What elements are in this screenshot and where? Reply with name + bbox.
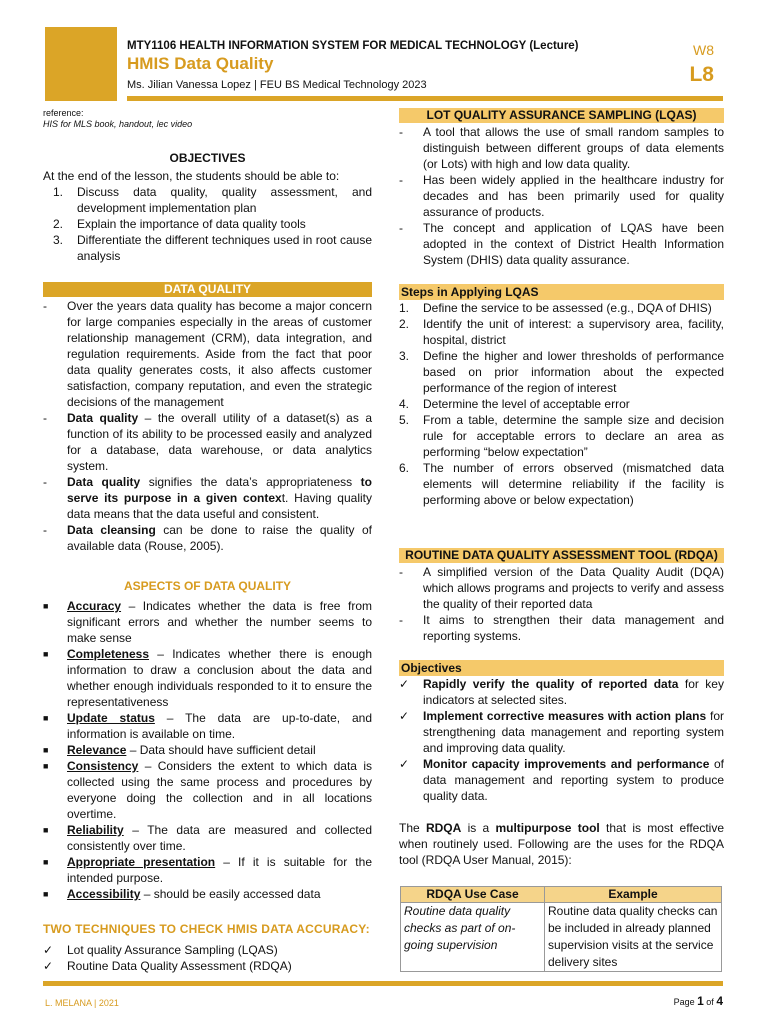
list-number: 1. — [53, 185, 64, 199]
list-item — [399, 316, 724, 348]
list-item — [43, 942, 372, 958]
list-text — [67, 522, 372, 554]
objectives-intro: At the end of the lesson, the students should be able to: — [43, 169, 340, 183]
definition: – Indicates whether there is enough information to draw a conclusion about the data and whether enough individuals responded to it to ensure the representativeness — [67, 647, 372, 709]
list-text: The number of errors observed (mismatched data elements will determine reliability if the facility is performing above or below expectation) — [423, 461, 724, 507]
list-item — [399, 172, 724, 220]
page-number: 1 — [697, 994, 704, 1008]
list-text — [423, 676, 724, 708]
list-item — [399, 460, 724, 508]
list-item — [399, 708, 724, 756]
emphasis: RDQA — [425, 821, 462, 835]
dash-bullet: - — [43, 411, 47, 425]
definition: of data management and reporting system to produce quality data. — [423, 757, 724, 803]
list-text: Lot quality Assurance Sampling (LQAS) — [67, 943, 278, 957]
lesson-label: L8 — [689, 63, 714, 86]
list-text: The concept and application of LQAS have been adopted in the context of District Health Information System (DHIS) data quality assurance. — [423, 221, 724, 267]
check-icon: ✓ — [399, 677, 410, 691]
page-indicator — [674, 993, 723, 1010]
rdqa-objectives-list — [399, 676, 724, 804]
list-item — [43, 958, 372, 974]
list-number: 4. — [399, 397, 410, 411]
check-icon: ✓ — [43, 959, 54, 973]
list-number: 2. — [53, 217, 64, 231]
check-icon: ✓ — [43, 943, 54, 957]
check-icon: ✓ — [399, 757, 410, 771]
list-text: Identify the unit of interest: a supervisory area, facility, hospital, district — [423, 317, 724, 347]
text-run: that is most effective when routinely used. Following are the uses for the RDQA tool (RDQA User Manual, 2015): — [399, 821, 725, 867]
list-item — [43, 742, 372, 758]
list-text: Determine the level of acceptable error — [423, 397, 630, 411]
list-text: It aims to strengthen their data management and reporting systems. — [423, 613, 724, 643]
definition: t. Having quality data means that the data useful and consistent. — [67, 491, 372, 521]
list-item — [399, 756, 724, 804]
definition: can be done to raise the quality of available data (Rouse, 2005). — [67, 523, 372, 553]
term: Appropriate presentation — [67, 855, 216, 869]
list-item — [43, 522, 372, 554]
square-bullet: ■ — [43, 649, 49, 659]
steps-list — [399, 300, 724, 508]
square-bullet: ■ — [43, 761, 49, 771]
list-text — [67, 822, 372, 854]
list-item — [43, 598, 372, 646]
list-text — [423, 756, 724, 804]
list-item — [43, 474, 372, 522]
term: Data quality — [67, 411, 139, 425]
table-header-row — [401, 887, 722, 903]
term: Accessibility — [67, 887, 141, 901]
square-bullet: ■ — [43, 713, 49, 723]
data-quality-heading: DATA QUALITY — [43, 282, 372, 297]
list-number: 1. — [399, 301, 410, 315]
list-text — [67, 410, 372, 474]
definition: – The data are up-to-date, and information is available on time. — [67, 711, 372, 741]
rdqa-tool-paragraph — [399, 820, 724, 868]
list-text: Differentiate the different techniques used in root cause analysis — [77, 233, 372, 263]
definition: – Data should have sufficient detail — [126, 743, 316, 757]
table-header-cell: RDQA Use Case — [401, 887, 545, 903]
check-icon: ✓ — [399, 709, 410, 723]
reference-label: reference: — [43, 108, 84, 118]
list-item — [53, 184, 372, 216]
rdqa-list — [399, 564, 724, 644]
rdqa-use-case-table — [400, 886, 722, 972]
definition: – the overall utility of a dataset(s) as a function of its ability to be processed easily and analyzed for a database, data warehouse, or data analytics system. — [67, 411, 372, 473]
page-label: Page — [673, 997, 698, 1007]
definition: – The data are measured and collected consistently over time. — [67, 823, 372, 853]
list-item — [399, 396, 724, 412]
definition: – should be easily accessed data — [140, 887, 321, 901]
data-quality-list — [43, 298, 372, 554]
list-number: 3. — [53, 233, 64, 247]
rdqa-objectives-heading: Objectives — [399, 660, 724, 676]
footer-rule — [43, 981, 723, 986]
list-text — [423, 708, 724, 756]
list-item — [43, 822, 372, 854]
dash-bullet: - — [399, 565, 403, 579]
list-item — [43, 886, 372, 902]
text-run: is a — [461, 821, 496, 835]
list-number: 2. — [399, 317, 410, 331]
list-text: Define the higher and lower thresholds of performance based on prior information about the expected performance of the region of interest — [423, 349, 724, 395]
list-text: Define the service to be assessed (e.g., DQA of DHIS) — [423, 301, 712, 315]
list-item — [399, 348, 724, 396]
square-bullet: ■ — [43, 745, 49, 755]
emphasis: Implement corrective measures with action plans — [423, 709, 707, 723]
steps-heading: Steps in Applying LQAS — [399, 284, 724, 300]
definition: – Indicates whether the data is free from significant errors and whether the number seems to make sense — [67, 599, 372, 645]
emphasis: Rapidly verify the quality of reported data — [423, 677, 679, 691]
list-text: Routine Data Quality Assessment (RDQA) — [67, 959, 292, 973]
lqas-list — [399, 124, 724, 268]
dash-bullet: - — [43, 475, 47, 489]
list-text: Over the years data quality has become a major concern for large companies especially in the areas of customer relationship management (CRM), data integration, and regulation requirements. Aside from the fact that poor data quality generates costs, it also affects customer satisfaction, company reputation, and even the strategic decisions of the management — [67, 299, 372, 409]
list-text — [67, 758, 372, 822]
techniques-heading: TWO TECHNIQUES TO CHECK HMIS DATA ACCURACY: — [43, 922, 370, 936]
text-run: The — [399, 821, 426, 835]
list-text: Has been widely applied in the healthcare industry for decades and has been primarily used for quality assurance of products. — [423, 173, 724, 219]
list-text: Explain the importance of data quality tools — [77, 217, 306, 231]
emphasis: Monitor capacity improvements and performance — [423, 757, 710, 771]
list-item — [43, 854, 372, 886]
term: Data quality — [67, 475, 141, 489]
list-text: Discuss data quality, quality assessment, and development implementation plan — [77, 185, 372, 215]
table-cell: Routine data quality checks can be included in already planned supervision visits at the service delivery sites — [545, 903, 722, 972]
list-number: 5. — [399, 413, 410, 427]
footer-credit: L. MELANA | 2021 — [45, 998, 119, 1008]
dash-bullet: - — [399, 613, 403, 627]
list-number: 3. — [399, 349, 410, 363]
emphasis: to serve its purpose in a given contex — [67, 475, 372, 505]
lqas-heading: LOT QUALITY ASSURANCE SAMPLING (LQAS) — [399, 108, 724, 123]
table-row — [401, 903, 722, 972]
left-column — [43, 108, 372, 974]
reference-note — [43, 108, 372, 130]
list-text — [67, 710, 372, 742]
emphasis: multipurpose tool — [495, 821, 600, 835]
definition: signifies the data’s appropriateness — [140, 475, 361, 489]
objectives-list — [53, 184, 372, 264]
square-bullet: ■ — [43, 601, 49, 611]
list-item — [43, 758, 372, 822]
list-item — [53, 232, 372, 264]
term: Update status — [67, 711, 155, 725]
square-bullet: ■ — [43, 825, 49, 835]
term: Reliability — [67, 823, 124, 837]
week-label: W8 — [693, 42, 714, 58]
list-text — [67, 474, 372, 522]
definition: – Considers the extent to which data is collected using the same process and procedures by everyone doing the collection and in all locations overtime. — [67, 759, 372, 821]
list-text: A tool that allows the use of small random samples to distinguish between different groups of data elements (or Lots) with high and low data quality. — [423, 125, 724, 171]
list-item — [399, 124, 724, 172]
header-rule — [127, 96, 723, 101]
definition: for key indicators at selected sites. — [423, 677, 724, 707]
term: Completeness — [67, 647, 150, 661]
list-item — [399, 220, 724, 268]
list-text — [67, 646, 372, 710]
reference-text: HIS for MLS book, handout, lec video — [43, 119, 193, 129]
list-text: From a table, determine the sample size and decision rule for acceptable errors to declare an area as performing “below expectation” — [423, 413, 724, 459]
page-title: HMIS Data Quality — [127, 54, 274, 73]
list-item — [399, 612, 724, 644]
list-text — [67, 886, 372, 902]
rdqa-heading: ROUTINE DATA QUALITY ASSESSMENT TOOL (RDQA) — [399, 548, 724, 563]
term: Relevance — [67, 743, 127, 757]
definition: – If it is suitable for the intended purpose. — [67, 855, 372, 885]
page-of-label: of — [703, 997, 717, 1007]
square-bullet: ■ — [43, 857, 49, 867]
dash-bullet: - — [43, 299, 47, 313]
list-item — [399, 412, 724, 460]
list-item — [399, 300, 724, 316]
square-bullet: ■ — [43, 889, 49, 899]
list-text — [67, 598, 372, 646]
techniques-list — [43, 942, 372, 974]
objectives-heading: OBJECTIVES — [169, 151, 246, 165]
author-line: Ms. Jilian Vanessa Lopez | FEU BS Medical Technology 2023 — [127, 79, 427, 91]
list-text — [67, 742, 372, 758]
term: Consistency — [67, 759, 139, 773]
dash-bullet: - — [399, 125, 403, 139]
list-text: A simplified version of the Data Quality Audit (DQA) which allows programs and projects to verify and assess the quality of their reported data — [423, 565, 724, 611]
list-item — [43, 410, 372, 474]
term: Accuracy — [67, 599, 122, 613]
definition: for strengthening data management and reporting system and improving data quality. — [423, 709, 725, 755]
term: Data cleansing — [67, 523, 156, 537]
list-item — [43, 298, 372, 410]
list-item — [43, 646, 372, 710]
list-item — [53, 216, 372, 232]
aspects-list — [43, 598, 372, 902]
header-accent-block — [45, 27, 117, 101]
list-item — [43, 710, 372, 742]
course-title: MTY1106 HEALTH INFORMATION SYSTEM FOR MEDICAL TECHNOLOGY (Lecture) — [127, 40, 579, 52]
table-cell: Routine data quality checks as part of on-going supervision — [401, 903, 545, 972]
dash-bullet: - — [399, 173, 403, 187]
dash-bullet: - — [43, 523, 47, 537]
aspects-heading: ASPECTS OF DATA QUALITY — [123, 579, 292, 593]
right-column — [399, 108, 724, 972]
table-header-cell: Example — [545, 887, 722, 903]
page-total: 4 — [716, 994, 723, 1008]
list-text — [67, 854, 372, 886]
list-item — [399, 564, 724, 612]
list-number: 6. — [399, 461, 410, 475]
dash-bullet: - — [399, 221, 403, 235]
list-item — [399, 676, 724, 708]
